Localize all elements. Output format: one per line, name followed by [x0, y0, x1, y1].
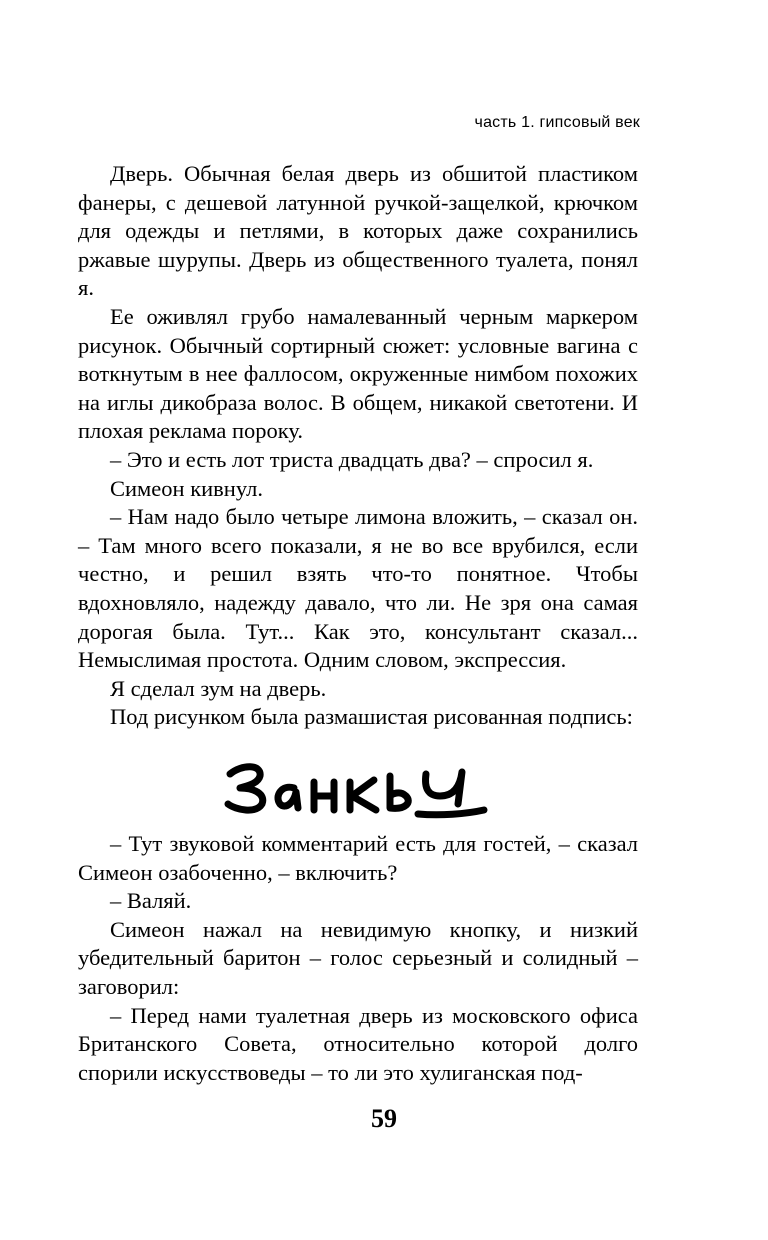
paragraph: Ее оживлял грубо намалеванный черным маркером рисунок. Обычный сортирный сюжет: условные вагина с воткнутым в нее фаллосом, окруженные нимбом похожих на иглы дикобраза волос. В общем, никакой светотени. И плохая реклама пороку. — [78, 303, 638, 444]
handwritten-signature — [222, 752, 522, 824]
paragraph: Симеон нажал на невидимую кнопку, и низкий убедительный баритон – голос серьезный и солидный – заговорил: — [78, 916, 638, 999]
paragraph: – Это и есть лот триста двадцать два? – спросил я. — [110, 446, 594, 472]
paragraph: – Тут звуковой комментарий есть для гостей, – сказал Симеон озабоченно, – включить? — [78, 831, 638, 885]
body-text-bottom — [78, 830, 638, 1087]
running-head: часть 1. гипсовый век — [474, 114, 640, 131]
paragraph: Я сделал зум на дверь. — [110, 675, 327, 701]
paragraph: Дверь. Обычная белая дверь из обшитой пластиком фанеры, с дешевой латунной ручкой-защелкой, крючком для одежды и петлями, в которых даже сохранились ржавые шурупы. Дверь из общественного туалета, понял я. — [78, 161, 638, 301]
page-number: 59 — [371, 1104, 397, 1133]
paragraph: – Перед нами туалетная дверь из московского офиса Британского Совета, относительно которой долго спорили искусствоведы – то ли это хулиганская под- — [78, 1002, 638, 1085]
body-text-top — [78, 160, 638, 732]
paragraph: – Нам надо было четыре лимона вложить, – сказал он. – Там много всего показали, я не во все врубился, если честно, и решил взять что-то понятное. Чтобы вдохновляло, надежду давало, что ли. Не зря она самая дорогая была. Тут... Как это, консультант сказал... Немыслимая простота. Одним словом, экспрессия. — [78, 504, 638, 673]
paragraph: Симеон кивнул. — [110, 475, 263, 501]
paragraph: Под рисунком была размашистая рисованная подпись: — [110, 704, 633, 730]
paragraph: – Валяй. — [110, 888, 192, 914]
